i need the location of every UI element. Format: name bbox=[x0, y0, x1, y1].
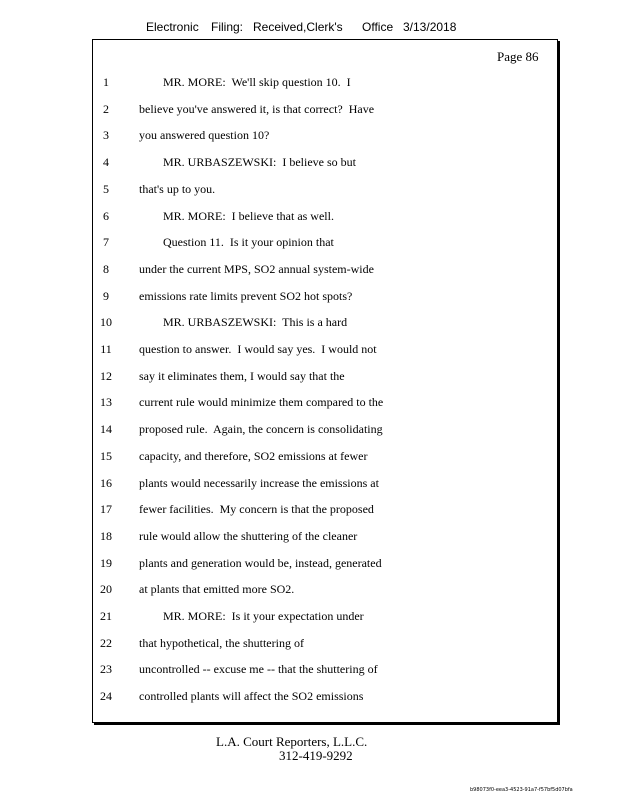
line-text: Question 11. Is it your opinion that bbox=[139, 235, 334, 250]
line-text: MR. MORE: I believe that as well. bbox=[139, 208, 334, 223]
footer-phone: 312-419-9292 bbox=[279, 748, 353, 763]
header-office: Office bbox=[362, 20, 394, 34]
line-number: 19 bbox=[100, 555, 112, 570]
line-text: plants would necessarily increase the emissions at bbox=[139, 475, 379, 490]
footer-reporter-name: L.A. Court Reporters, L.L.C. bbox=[216, 734, 368, 749]
line-text: under the current MPS, SO2 annual system-wide bbox=[139, 261, 374, 276]
line-number: 4 bbox=[103, 155, 109, 170]
transcript-line bbox=[0, 420, 618, 438]
line-text: question to answer. I would say yes. I would not bbox=[139, 342, 377, 356]
filing-header bbox=[0, 20, 618, 36]
line-number: 21 bbox=[100, 609, 112, 623]
line-text: you answered question 10? bbox=[139, 128, 270, 143]
line-text: controlled plants will affect the SO2 emissions bbox=[139, 689, 364, 704]
line-text: current rule would minimize them compared to the bbox=[139, 395, 384, 410]
header-electronic: Electronic bbox=[146, 20, 199, 34]
transcript-line bbox=[0, 500, 618, 518]
transcript-line bbox=[0, 313, 618, 331]
transcript-line bbox=[0, 607, 618, 625]
transcript-line bbox=[0, 126, 618, 144]
transcript-line bbox=[0, 660, 618, 678]
page-number: Page 86 bbox=[497, 49, 539, 64]
line-number: 13 bbox=[100, 395, 112, 410]
line-number: 2 bbox=[103, 101, 109, 116]
transcript-line bbox=[0, 554, 618, 572]
line-number: 16 bbox=[100, 475, 112, 490]
line-text: that's up to you. bbox=[139, 181, 216, 196]
line-number: 7 bbox=[103, 235, 109, 250]
transcript-line bbox=[0, 260, 618, 278]
line-text: at plants that emitted more SO2. bbox=[139, 582, 295, 597]
line-number: 18 bbox=[100, 528, 112, 543]
transcript-line bbox=[0, 100, 618, 118]
line-text: capacity, and therefore, SO2 emissions at fewer bbox=[139, 448, 368, 463]
transcript-line bbox=[0, 367, 618, 385]
line-number: 22 bbox=[100, 635, 112, 650]
transcript-line bbox=[0, 73, 618, 91]
line-number: 10 bbox=[100, 315, 112, 330]
transcript-line bbox=[0, 207, 618, 225]
line-text: uncontrolled -- excuse me -- that the shuttering of bbox=[139, 662, 378, 677]
header-filing: Filing: bbox=[211, 20, 244, 34]
line-number: 1 bbox=[103, 75, 109, 89]
line-text: emissions rate limits prevent SO2 hot spots? bbox=[139, 288, 353, 303]
line-text: proposed rule. Again, the concern is consolidating bbox=[139, 422, 383, 437]
line-text: plants and generation would be, instead, generated bbox=[139, 555, 382, 570]
transcript-line bbox=[0, 580, 618, 598]
line-text: rule would allow the shuttering of the cleaner bbox=[139, 528, 358, 543]
transcript-line bbox=[0, 287, 618, 305]
line-number: 17 bbox=[100, 502, 112, 517]
line-number: 6 bbox=[103, 208, 109, 223]
line-text: MR. URBASZEWSKI: This is a hard bbox=[139, 315, 348, 330]
transcript-line bbox=[0, 180, 618, 198]
line-number: 11 bbox=[100, 342, 112, 356]
line-number: 23 bbox=[100, 662, 112, 677]
transcript-line bbox=[0, 527, 618, 545]
document-id: b98073f0-eea3-4523-91a7-f57bf5d07bfa bbox=[470, 787, 573, 793]
line-text: MR. URBASZEWSKI: I believe so but bbox=[139, 155, 356, 170]
header-filing-date: 3/13/2018 bbox=[403, 20, 457, 34]
transcript-line bbox=[0, 474, 618, 492]
transcript-line bbox=[0, 233, 618, 251]
header-received-clerks: Received,Clerk's bbox=[253, 20, 343, 34]
transcript-line bbox=[0, 687, 618, 705]
line-number: 5 bbox=[103, 181, 109, 196]
line-text: believe you've answered it, is that correct? Have bbox=[139, 101, 375, 116]
line-text: MR. MORE: Is it your expectation under bbox=[139, 609, 364, 623]
line-text: say it eliminates them, I would say that the bbox=[139, 368, 345, 383]
line-text: that hypothetical, the shuttering of bbox=[139, 635, 304, 650]
transcript-line bbox=[0, 393, 618, 411]
line-text: fewer facilities. My concern is that the proposed bbox=[139, 502, 374, 517]
transcript-line bbox=[0, 634, 618, 652]
line-number: 12 bbox=[100, 368, 112, 383]
line-number: 9 bbox=[103, 288, 109, 303]
line-number: 3 bbox=[103, 128, 109, 143]
line-number: 14 bbox=[100, 422, 112, 437]
line-number: 24 bbox=[100, 689, 112, 704]
line-number: 20 bbox=[100, 582, 112, 597]
transcript-line bbox=[0, 153, 618, 171]
transcript-line bbox=[0, 340, 618, 358]
line-number: 15 bbox=[100, 448, 112, 463]
transcript-line bbox=[0, 447, 618, 465]
line-number: 8 bbox=[103, 261, 109, 276]
line-text: MR. MORE: We'll skip question 10. I bbox=[139, 75, 351, 89]
